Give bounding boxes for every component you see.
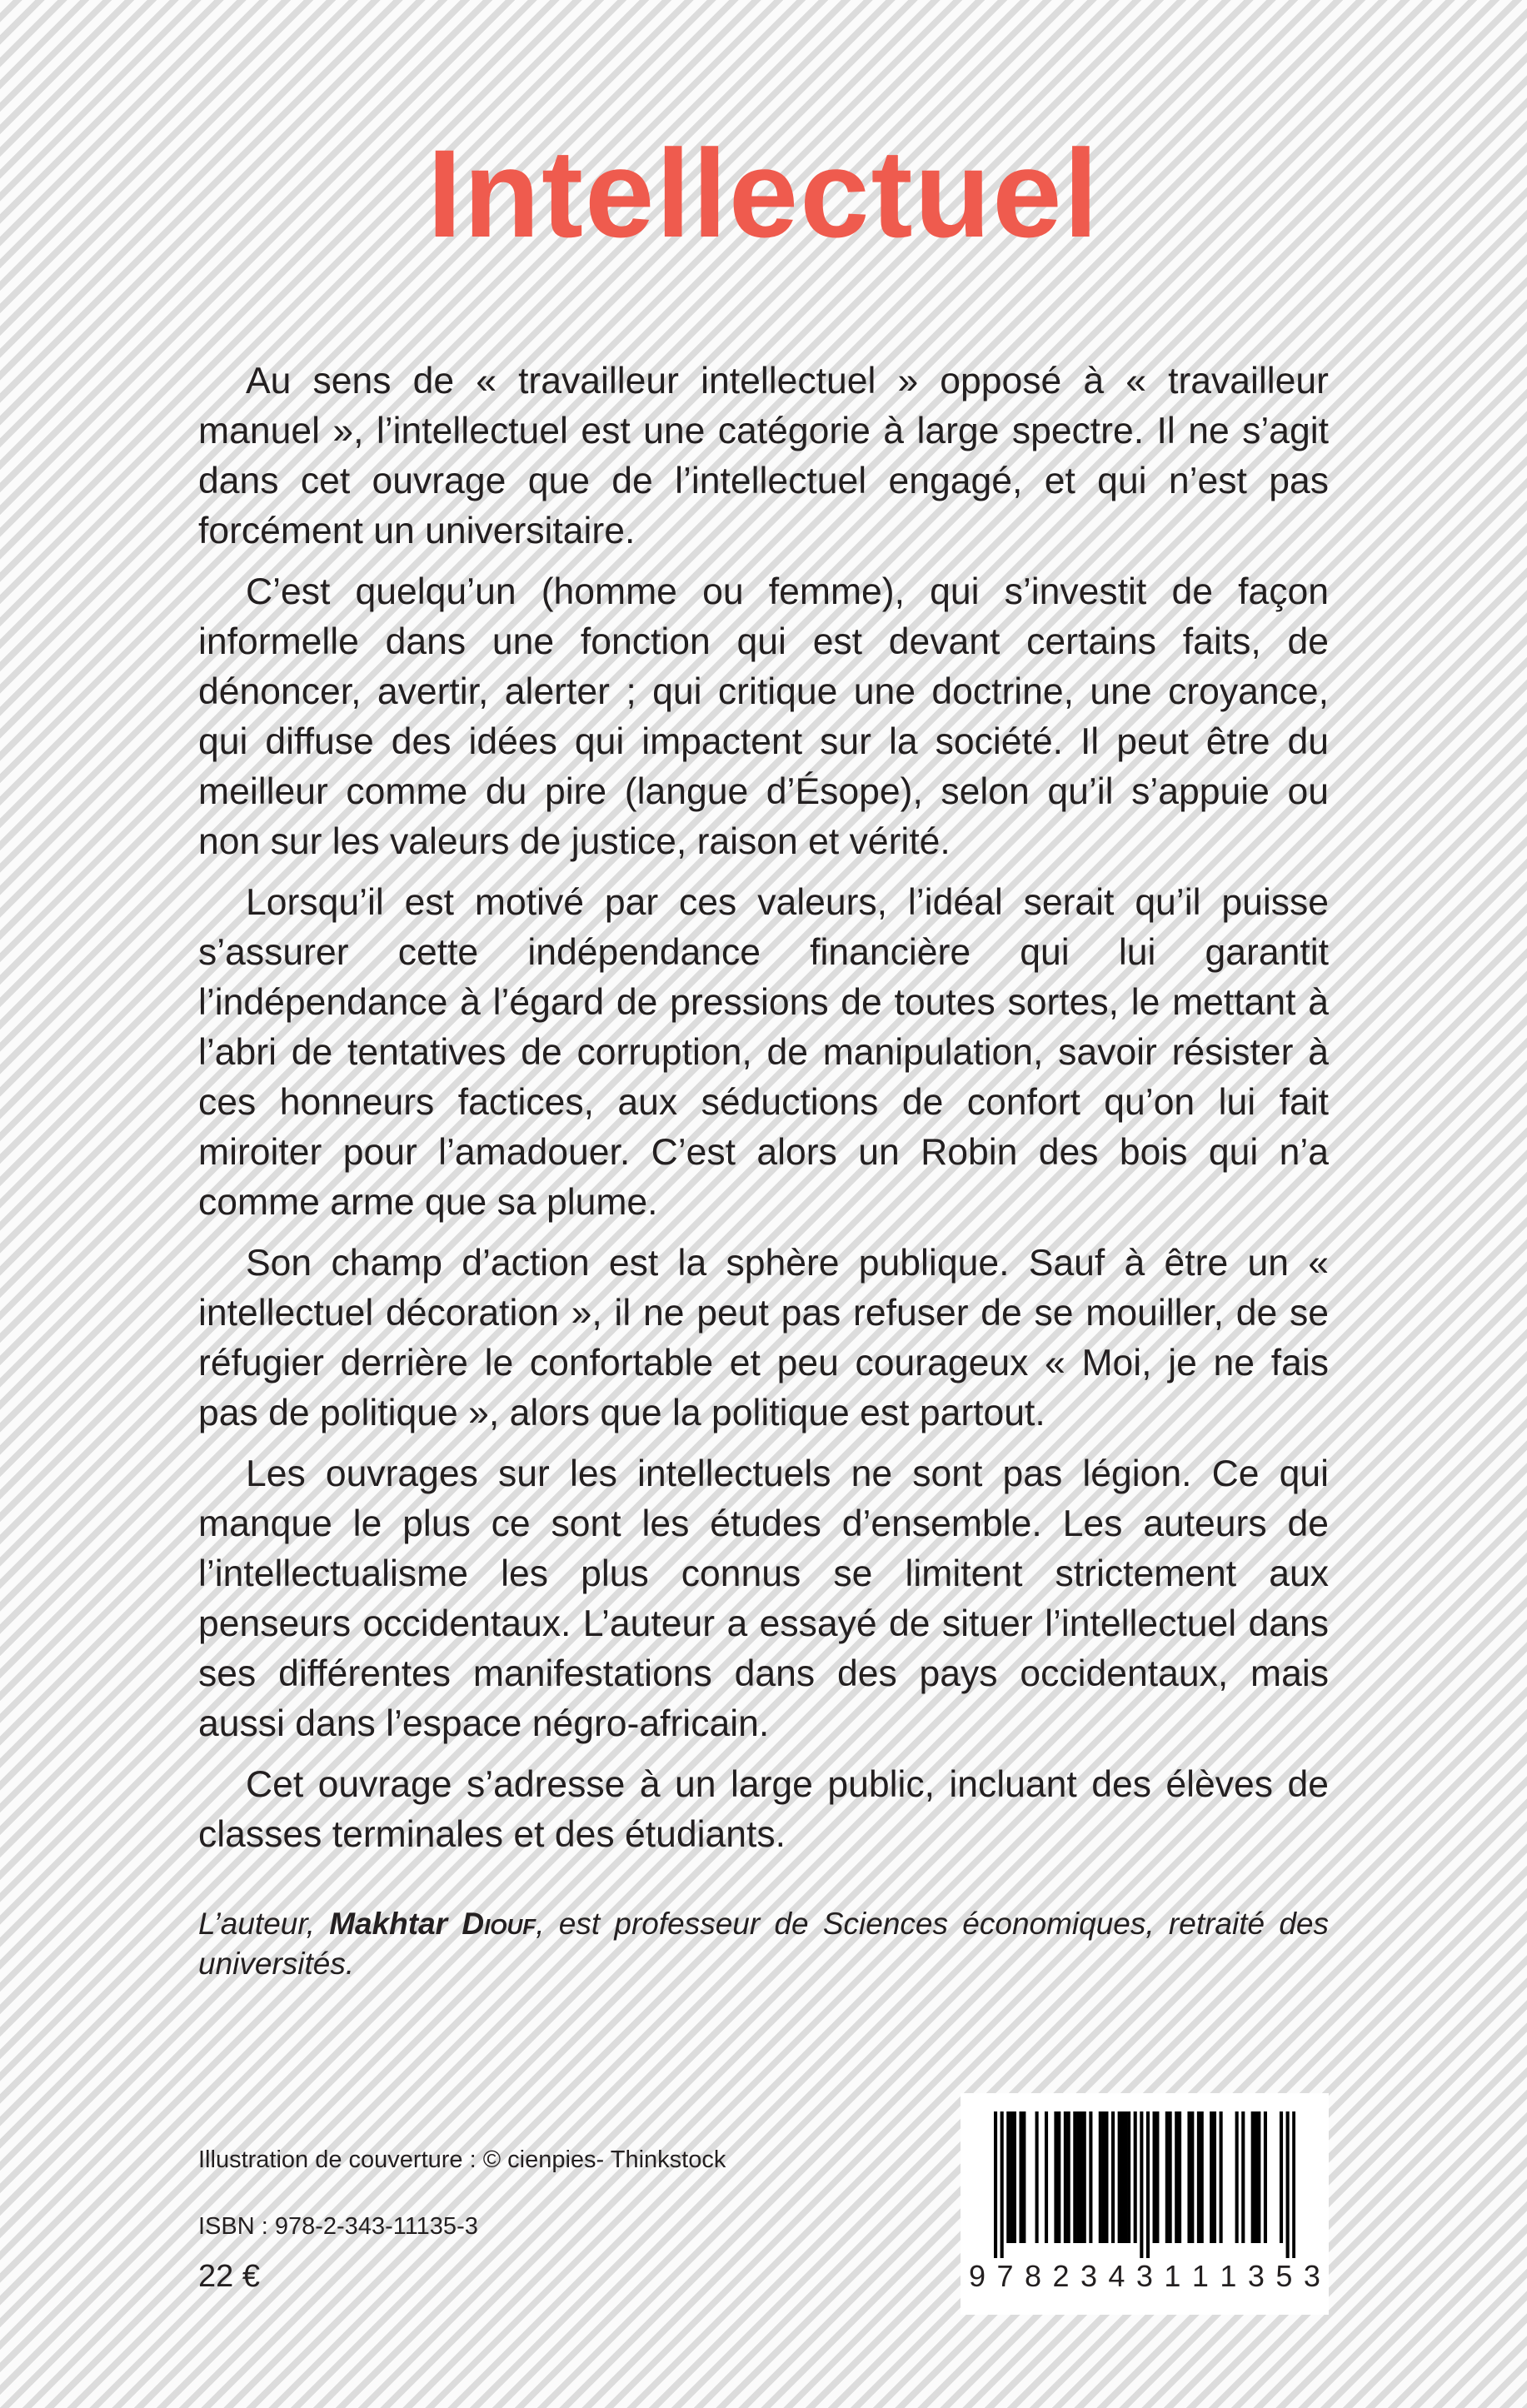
barcode-bar <box>1054 2111 1057 2243</box>
blurb-paragraph: Cet ouvrage s’adresse à un large public, incluant des élèves de classes terminales et des étudiants. <box>198 1764 1329 1855</box>
barcode-bar <box>1001 2111 1004 2258</box>
barcode-bar <box>1200 2111 1204 2243</box>
barcode-digit: 9 <box>969 2259 986 2293</box>
back-cover-blurb <box>198 356 1329 1871</box>
barcode-bar <box>1286 2111 1290 2258</box>
blurb-paragraph: C’est quelqu’un (homme ou femme), qui s’investit de façon informelle dans une fonction qui est devant certains faits, de dénoncer, avertir, alerter ; qui critique une doctrine, une croyance, qui diffuse des idées qui impactent sur la société. Il peut être du meilleur comme du pire (langue d’Ésope), selon qu’il s’appuie ou non sur les valeurs de justice, raison et vérité. <box>198 571 1329 862</box>
barcode-bar <box>1102 2111 1105 2243</box>
barcode-bar <box>1010 2111 1013 2243</box>
barcode-bar <box>1235 2111 1239 2243</box>
barcode-digit: 7 <box>996 2259 1014 2293</box>
barcode-graphic <box>994 2111 1295 2258</box>
barcode-digits <box>969 2260 1320 2293</box>
barcode-bar <box>1105 2111 1108 2243</box>
barcode-digit: 1 <box>1220 2259 1237 2293</box>
barcode-bar <box>1197 2111 1200 2243</box>
barcode-bar <box>1134 2111 1137 2243</box>
barcode-bar <box>1280 2111 1283 2243</box>
barcode-bar <box>1076 2111 1080 2243</box>
barcode-bar <box>1175 2111 1178 2243</box>
author-first-name: Makhtar <box>329 1907 448 1941</box>
blurb-paragraph: Les ouvrages sur les intellectuels ne sont pas légion. Ce qui manque le plus ce sont les études d’ensemble. Les auteurs de l’intellectualisme les plus connus se limitent strictement aux penseurs occidentaux. L’auteur a essayé de situer l’intellectuel dans ses différentes manifestations dans des pays occidentaux, mais aussi dans l’espace négro-africain. <box>198 1453 1329 1744</box>
barcode-bar <box>1089 2111 1092 2243</box>
barcode-bar <box>1073 2111 1076 2243</box>
barcode-bar <box>1264 2111 1267 2243</box>
barcode-bar <box>1257 2111 1260 2243</box>
price-label: 22 € <box>198 2259 260 2294</box>
author-bio-prefix: L’auteur, <box>198 1907 330 1941</box>
barcode-bar <box>1165 2111 1169 2243</box>
barcode-bar <box>1153 2111 1156 2243</box>
barcode-digit: 3 <box>1135 2259 1153 2293</box>
barcode-bar <box>1187 2111 1190 2243</box>
barcode-bar <box>1251 2111 1255 2243</box>
barcode-bar <box>1155 2111 1159 2243</box>
barcode-bar <box>1210 2111 1213 2243</box>
blurb-paragraph: Lorsqu’il est motivé par ces valeurs, l’idéal serait qu’il puisse s’assurer cette indépendance financière qui lui garantit l’indépendance à l’égard de pressions de toutes sortes, le mettant à l’abri de tentatives de corruption, de manipulation, savoir résister à ces honneurs factices, aux séductions de confort qu’on lui fait miroiter pour l’amadouer. C’est alors un Robin des bois qui n’a comme arme que sa plume. <box>198 882 1329 1223</box>
barcode-bar <box>1022 2111 1025 2243</box>
barcode-bar <box>1064 2111 1067 2243</box>
barcode-bar <box>1067 2111 1070 2243</box>
barcode-bar <box>1045 2111 1048 2243</box>
barcode-bar <box>1292 2111 1295 2258</box>
book-title: Intellectuel <box>427 123 1100 263</box>
barcode-bar <box>1006 2111 1010 2243</box>
barcode-digit: 1 <box>1191 2259 1209 2293</box>
barcode-bar <box>1080 2111 1083 2243</box>
cover-illustration-credit: Illustration de couverture : © cienpies- Thinkstock <box>198 2146 726 2173</box>
barcode-bar <box>1146 2111 1150 2258</box>
barcode-digit: 8 <box>1024 2259 1041 2293</box>
isbn-label: ISBN : 978-2-343-11135-3 <box>198 2213 478 2240</box>
barcode-bar <box>1127 2111 1130 2243</box>
blurb-paragraph: Son champ d’action est la sphère publique. Sauf à être un « intellectuel décoration », il ne peut pas refuser de se mouiller, de se réfugier derrière le confortable et peu courageux « Moi, je ne fais pas de politique », alors que la politique est partout. <box>198 1243 1329 1433</box>
barcode-digit: 5 <box>1275 2259 1293 2293</box>
barcode-digit: 1 <box>1164 2259 1181 2293</box>
barcode-bar <box>1140 2111 1143 2258</box>
barcode-digit: 2 <box>1052 2259 1070 2293</box>
barcode-bar <box>1220 2111 1223 2243</box>
barcode-bar <box>1099 2111 1102 2243</box>
barcode-bar <box>1083 2111 1086 2243</box>
blurb-paragraph: Au sens de « travailleur intellectuel » opposé à « travailleur manuel », l’intellectuel est une catégorie à large spectre. Il ne s’agit dans cet ouvrage que de l’intellectuel engagé, et qui n’est pas forcément un universitaire. <box>198 361 1329 551</box>
barcode-bar <box>1019 2111 1022 2243</box>
barcode-bar <box>1124 2111 1127 2243</box>
barcode-bar <box>1241 2111 1245 2243</box>
barcode-bar <box>1057 2111 1060 2243</box>
barcode-digit: 3 <box>1080 2259 1097 2293</box>
barcode-digit: 4 <box>1108 2259 1125 2293</box>
barcode-bar <box>994 2111 997 2258</box>
barcode-bar <box>1035 2111 1039 2243</box>
barcode-bar <box>1013 2111 1016 2243</box>
barcode-bar <box>1190 2111 1194 2243</box>
barcode-bar <box>1254 2111 1257 2243</box>
barcode-bar <box>1213 2111 1216 2243</box>
author-last-name: Diouf <box>462 1907 536 1941</box>
author-bio-suffix: , est professeur de Sciences économiques, retraité des universités. <box>198 1907 1330 1981</box>
barcode-bar <box>1169 2111 1172 2243</box>
barcode-bar <box>1111 2111 1115 2243</box>
barcode-bar <box>1120 2111 1124 2243</box>
barcode-bar <box>1178 2111 1181 2243</box>
author-bio <box>198 1904 1329 1984</box>
barcode-digit: 3 <box>1247 2259 1265 2293</box>
barcode-digit: 3 <box>1303 2259 1320 2293</box>
barcode-panel <box>961 2093 1329 2315</box>
barcode-bar <box>1118 2111 1121 2243</box>
